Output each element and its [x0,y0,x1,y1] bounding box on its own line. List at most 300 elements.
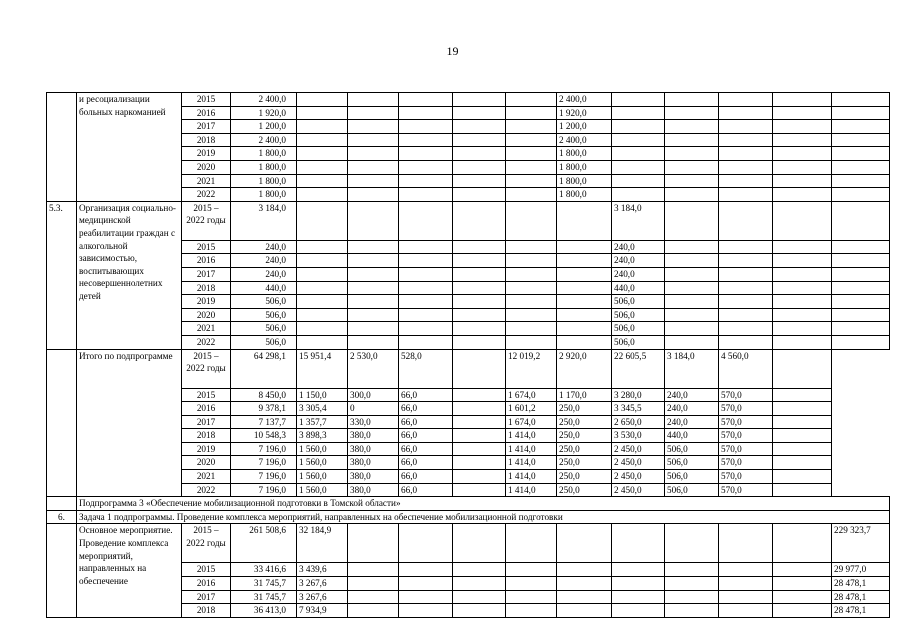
table-cell [506,322,557,336]
table-cell [506,308,557,322]
table-cell [399,93,453,107]
value-cell [773,429,832,443]
table-cell [399,524,453,563]
value-cell: 3 267,6 [297,590,348,604]
value-cell: 506,0 [612,295,665,309]
value-cell: 1 800,0 [557,147,612,161]
value-cell: 330,0 [348,415,399,429]
total-cell: 506,0 [231,322,297,336]
year-cell: 2022 [182,188,231,202]
table-cell [399,308,453,322]
year-cell: 2018 [182,133,231,147]
table-cell [773,160,832,174]
table-cell [399,295,453,309]
total-cell: 33 416,6 [231,563,297,577]
table-cell [719,335,773,349]
value-cell: 380,0 [348,483,399,497]
year-cell: 2015 [182,93,231,107]
table-cell [506,201,557,240]
table-row [47,93,890,107]
table-cell [297,295,348,309]
table-cell [348,563,399,577]
table-cell [399,120,453,134]
table-cell [453,106,506,120]
table-cell [773,322,832,336]
table-cell [399,174,453,188]
value-cell: 2 450,0 [612,470,665,484]
table-cell [348,308,399,322]
value-cell: 1 414,0 [506,429,557,443]
value-cell: 506,0 [612,308,665,322]
value-cell: 570,0 [719,415,773,429]
value-cell: 506,0 [665,470,719,484]
value-cell: 1 800,0 [557,174,612,188]
table-cell [506,240,557,254]
table-cell [832,281,890,295]
table-cell [773,93,832,107]
table-cell [832,188,890,202]
total-cell: 31 745,7 [231,577,297,591]
year-cell: 2019 [182,147,231,161]
table-cell [665,120,719,134]
table-cell [399,254,453,268]
table-cell [348,335,399,349]
table-cell [719,254,773,268]
table-cell [665,174,719,188]
table-cell [832,147,890,161]
table-cell [297,308,348,322]
table-cell [665,563,719,577]
table-cell [453,577,506,591]
total-cell: 240,0 [231,240,297,254]
table-cell [719,267,773,281]
year-cell: 2020 [182,456,231,470]
table-cell [453,188,506,202]
table-cell [297,201,348,240]
value-cell [773,456,832,470]
table-cell [453,308,506,322]
value-cell [453,456,506,470]
value-cell: 7 196,0 [231,470,297,484]
table-cell [399,604,453,618]
table-cell [506,335,557,349]
table-cell [665,106,719,120]
table-cell [506,106,557,120]
value-cell: 7 934,9 [297,604,348,618]
table-cell [612,174,665,188]
table-cell [399,322,453,336]
table-cell [719,281,773,295]
period-cell: 2015 – 2022 годы [182,524,231,563]
table-cell [832,174,890,188]
value-cell: 300,0 [348,388,399,402]
total-cell: 3 184,0 [231,201,297,240]
value-cell: 66,0 [399,415,453,429]
table-cell [773,254,832,268]
table-cell [773,295,832,309]
table-cell [348,93,399,107]
row-number-cell [47,349,77,497]
value-cell: 1 920,0 [557,106,612,120]
table-cell [557,335,612,349]
budget-table [46,92,890,618]
year-cell: 2015 [182,240,231,254]
value-cell [453,470,506,484]
value-cell [453,402,506,416]
measure-name: Организация социально-медицинской реабилитации граждан с алкогольной зависимостью, воспитывающих несовершеннолетних детей [77,201,182,349]
table-cell [506,267,557,281]
value-cell: 570,0 [719,456,773,470]
table-cell [557,322,612,336]
table-cell [453,563,506,577]
table-cell [399,590,453,604]
table-cell [719,120,773,134]
table-cell [348,188,399,202]
value-cell: 28 478,1 [832,604,890,618]
value-cell: 2 650,0 [612,415,665,429]
value-cell: 7 196,0 [231,442,297,456]
table-cell [773,590,832,604]
table-cell [399,563,453,577]
table-cell [719,160,773,174]
table-cell [506,524,557,563]
table-cell [399,133,453,147]
table-cell [773,147,832,161]
value-cell: 3 530,0 [612,429,665,443]
subprogram-heading: Подпрограмма 3 «Обеспечение мобилизационной подготовки в Томской области» [77,497,890,511]
table-cell [297,335,348,349]
table-cell [348,174,399,188]
value-cell: 66,0 [399,429,453,443]
table-cell [612,160,665,174]
value-cell: 29 977,0 [832,563,890,577]
table-cell [719,201,773,240]
table-cell [348,281,399,295]
table-cell [773,335,832,349]
table-cell [453,281,506,295]
table-cell [348,267,399,281]
value-cell: 1 560,0 [297,442,348,456]
table-cell [832,322,890,336]
table-cell [506,577,557,591]
table-cell [348,120,399,134]
table-cell [297,254,348,268]
table-cell [297,147,348,161]
value-cell: 440,0 [665,429,719,443]
value-cell: 506,0 [665,456,719,470]
value-cell: 8 450,0 [231,388,297,402]
table-cell [506,295,557,309]
table-cell [773,563,832,577]
table-cell [773,524,832,563]
value-cell: 1 800,0 [557,160,612,174]
table-cell [453,160,506,174]
value-cell: 3 184,0 [612,201,665,240]
table-cell [557,267,612,281]
table-cell [348,577,399,591]
value-cell: 1 560,0 [297,456,348,470]
value-cell: 28 478,1 [832,577,890,591]
table-cell [719,93,773,107]
value-cell: 66,0 [399,442,453,456]
row-number-cell: 6. [47,510,77,524]
value-cell: 7 196,0 [231,456,297,470]
value-cell [453,442,506,456]
value-cell: 10 548,3 [231,429,297,443]
value-cell: 1 357,7 [297,415,348,429]
table-cell [453,133,506,147]
value-cell: 2 450,0 [612,483,665,497]
year-cell: 2022 [182,335,231,349]
table-cell [773,133,832,147]
table-row [47,510,890,524]
value-cell: 1 414,0 [506,483,557,497]
table-cell [348,133,399,147]
table-cell [399,335,453,349]
value-cell: 1 560,0 [297,470,348,484]
table-cell [348,524,399,563]
value-cell: 250,0 [557,442,612,456]
value-cell: 240,0 [612,254,665,268]
year-cell: 2017 [182,120,231,134]
value-cell: 66,0 [399,402,453,416]
value-cell: 15 951,4 [297,349,348,388]
total-cell: 31 745,7 [231,590,297,604]
value-cell: 2 450,0 [612,442,665,456]
year-cell: 2020 [182,160,231,174]
year-cell: 2021 [182,470,231,484]
year-cell: 2018 [182,429,231,443]
table-cell [773,267,832,281]
year-cell: 2017 [182,267,231,281]
value-cell: 7 137,7 [231,415,297,429]
table-cell [453,120,506,134]
table-cell [297,106,348,120]
total-cell: 440,0 [231,281,297,295]
total-cell: 1 200,0 [231,120,297,134]
table-cell [453,93,506,107]
table-cell [557,590,612,604]
year-cell: 2016 [182,577,231,591]
table-cell [832,120,890,134]
table-cell [773,201,832,240]
table-cell [773,604,832,618]
table-cell [832,93,890,107]
year-cell: 2022 [182,483,231,497]
table-cell [773,106,832,120]
total-cell: 1 800,0 [231,160,297,174]
value-cell: 570,0 [719,442,773,456]
total-cell: 2 400,0 [231,93,297,107]
table-cell [453,335,506,349]
table-cell [665,295,719,309]
table-cell [348,147,399,161]
table-cell [773,188,832,202]
value-cell: 64 298,1 [231,349,297,388]
total-cell: 240,0 [231,267,297,281]
table-cell [557,201,612,240]
table-cell [348,295,399,309]
table-cell [453,590,506,604]
table-cell [665,524,719,563]
table-cell [665,160,719,174]
table-cell [665,577,719,591]
measure-name: Основное мероприятие. Проведение комплекса мероприятий, направленных на обеспечение [77,524,182,617]
table-cell [297,188,348,202]
table-cell [665,133,719,147]
table-row [47,524,890,563]
value-cell: 7 196,0 [231,483,297,497]
table-cell [506,133,557,147]
table-cell [399,281,453,295]
value-cell: 250,0 [557,402,612,416]
table-cell [297,93,348,107]
table-cell [453,267,506,281]
value-cell: 28 478,1 [832,590,890,604]
table-cell [399,188,453,202]
value-cell: 506,0 [665,442,719,456]
value-cell: 229 323,7 [832,524,890,563]
table-cell [773,240,832,254]
table-cell [297,240,348,254]
table-cell [557,295,612,309]
value-cell: 240,0 [665,415,719,429]
table-cell [665,308,719,322]
table-cell [665,267,719,281]
year-cell: 2018 [182,604,231,618]
value-cell: 240,0 [612,267,665,281]
table-cell [665,201,719,240]
table-cell [665,335,719,349]
table-cell [399,201,453,240]
table-cell [612,524,665,563]
value-cell: 528,0 [399,349,453,388]
total-cell: 506,0 [231,308,297,322]
task-heading: Задача 1 подпрограммы. Проведение комплекса мероприятий, направленных на обеспечение мобилизационной подготовки [77,510,890,524]
value-cell: 32 184,9 [297,524,348,563]
value-cell: 240,0 [665,388,719,402]
table-cell [719,577,773,591]
table-cell [612,577,665,591]
value-cell [453,349,506,388]
table-cell [665,93,719,107]
table-cell [453,322,506,336]
table-cell [612,93,665,107]
table-cell [399,577,453,591]
year-cell: 2018 [182,281,231,295]
table-cell [832,106,890,120]
table-cell [719,174,773,188]
table-cell [719,590,773,604]
table-cell [297,160,348,174]
table-cell [557,577,612,591]
table-cell [719,106,773,120]
table-cell [297,174,348,188]
table-cell [348,254,399,268]
table-cell [557,524,612,563]
value-cell: 250,0 [557,429,612,443]
value-cell [773,349,832,388]
page-number: 19 [446,44,459,58]
total-cell: 2 400,0 [231,133,297,147]
value-cell: 3 345,5 [612,402,665,416]
value-cell: 570,0 [719,402,773,416]
total-cell: 1 800,0 [231,147,297,161]
value-cell: 250,0 [557,470,612,484]
table-cell [348,201,399,240]
table-cell [612,106,665,120]
table-cell [832,254,890,268]
value-cell: 250,0 [557,415,612,429]
value-cell: 1 800,0 [557,188,612,202]
value-cell: 3 184,0 [665,349,719,388]
value-cell: 2 920,0 [557,349,612,388]
table-cell [506,188,557,202]
table-cell [348,160,399,174]
table-cell [773,308,832,322]
value-cell: 1 200,0 [557,120,612,134]
value-cell: 2 400,0 [557,133,612,147]
value-cell [773,442,832,456]
year-cell: 2016 [182,106,231,120]
value-cell: 506,0 [612,322,665,336]
value-cell: 66,0 [399,483,453,497]
table-cell [453,147,506,161]
table-cell [832,160,890,174]
value-cell: 240,0 [612,240,665,254]
table-cell [557,604,612,618]
value-cell: 3 267,6 [297,577,348,591]
table-row [47,349,890,388]
table-cell [665,604,719,618]
value-cell [773,388,832,402]
value-cell [453,483,506,497]
value-cell: 66,0 [399,388,453,402]
total-cell: 36 413,0 [231,604,297,618]
table-cell [297,322,348,336]
year-cell: 2021 [182,322,231,336]
table-cell [832,240,890,254]
value-cell [453,429,506,443]
value-cell: 3 898,3 [297,429,348,443]
year-cell: 2015 [182,388,231,402]
table-cell [719,295,773,309]
table-cell [773,120,832,134]
table-cell [832,133,890,147]
table-cell [832,267,890,281]
table-cell [453,174,506,188]
table-cell [773,281,832,295]
table-cell [399,106,453,120]
table-cell [665,240,719,254]
table-cell [506,93,557,107]
table-cell [348,590,399,604]
value-cell: 66,0 [399,456,453,470]
value-cell: 1 560,0 [297,483,348,497]
value-cell: 240,0 [665,402,719,416]
year-cell: 2016 [182,402,231,416]
table-cell [612,188,665,202]
table-cell [297,120,348,134]
value-cell: 2 400,0 [557,93,612,107]
table-cell [297,133,348,147]
total-cell: 240,0 [231,254,297,268]
table-cell [453,201,506,240]
table-cell [665,254,719,268]
table-cell [719,563,773,577]
table-cell [453,604,506,618]
table-cell [719,147,773,161]
